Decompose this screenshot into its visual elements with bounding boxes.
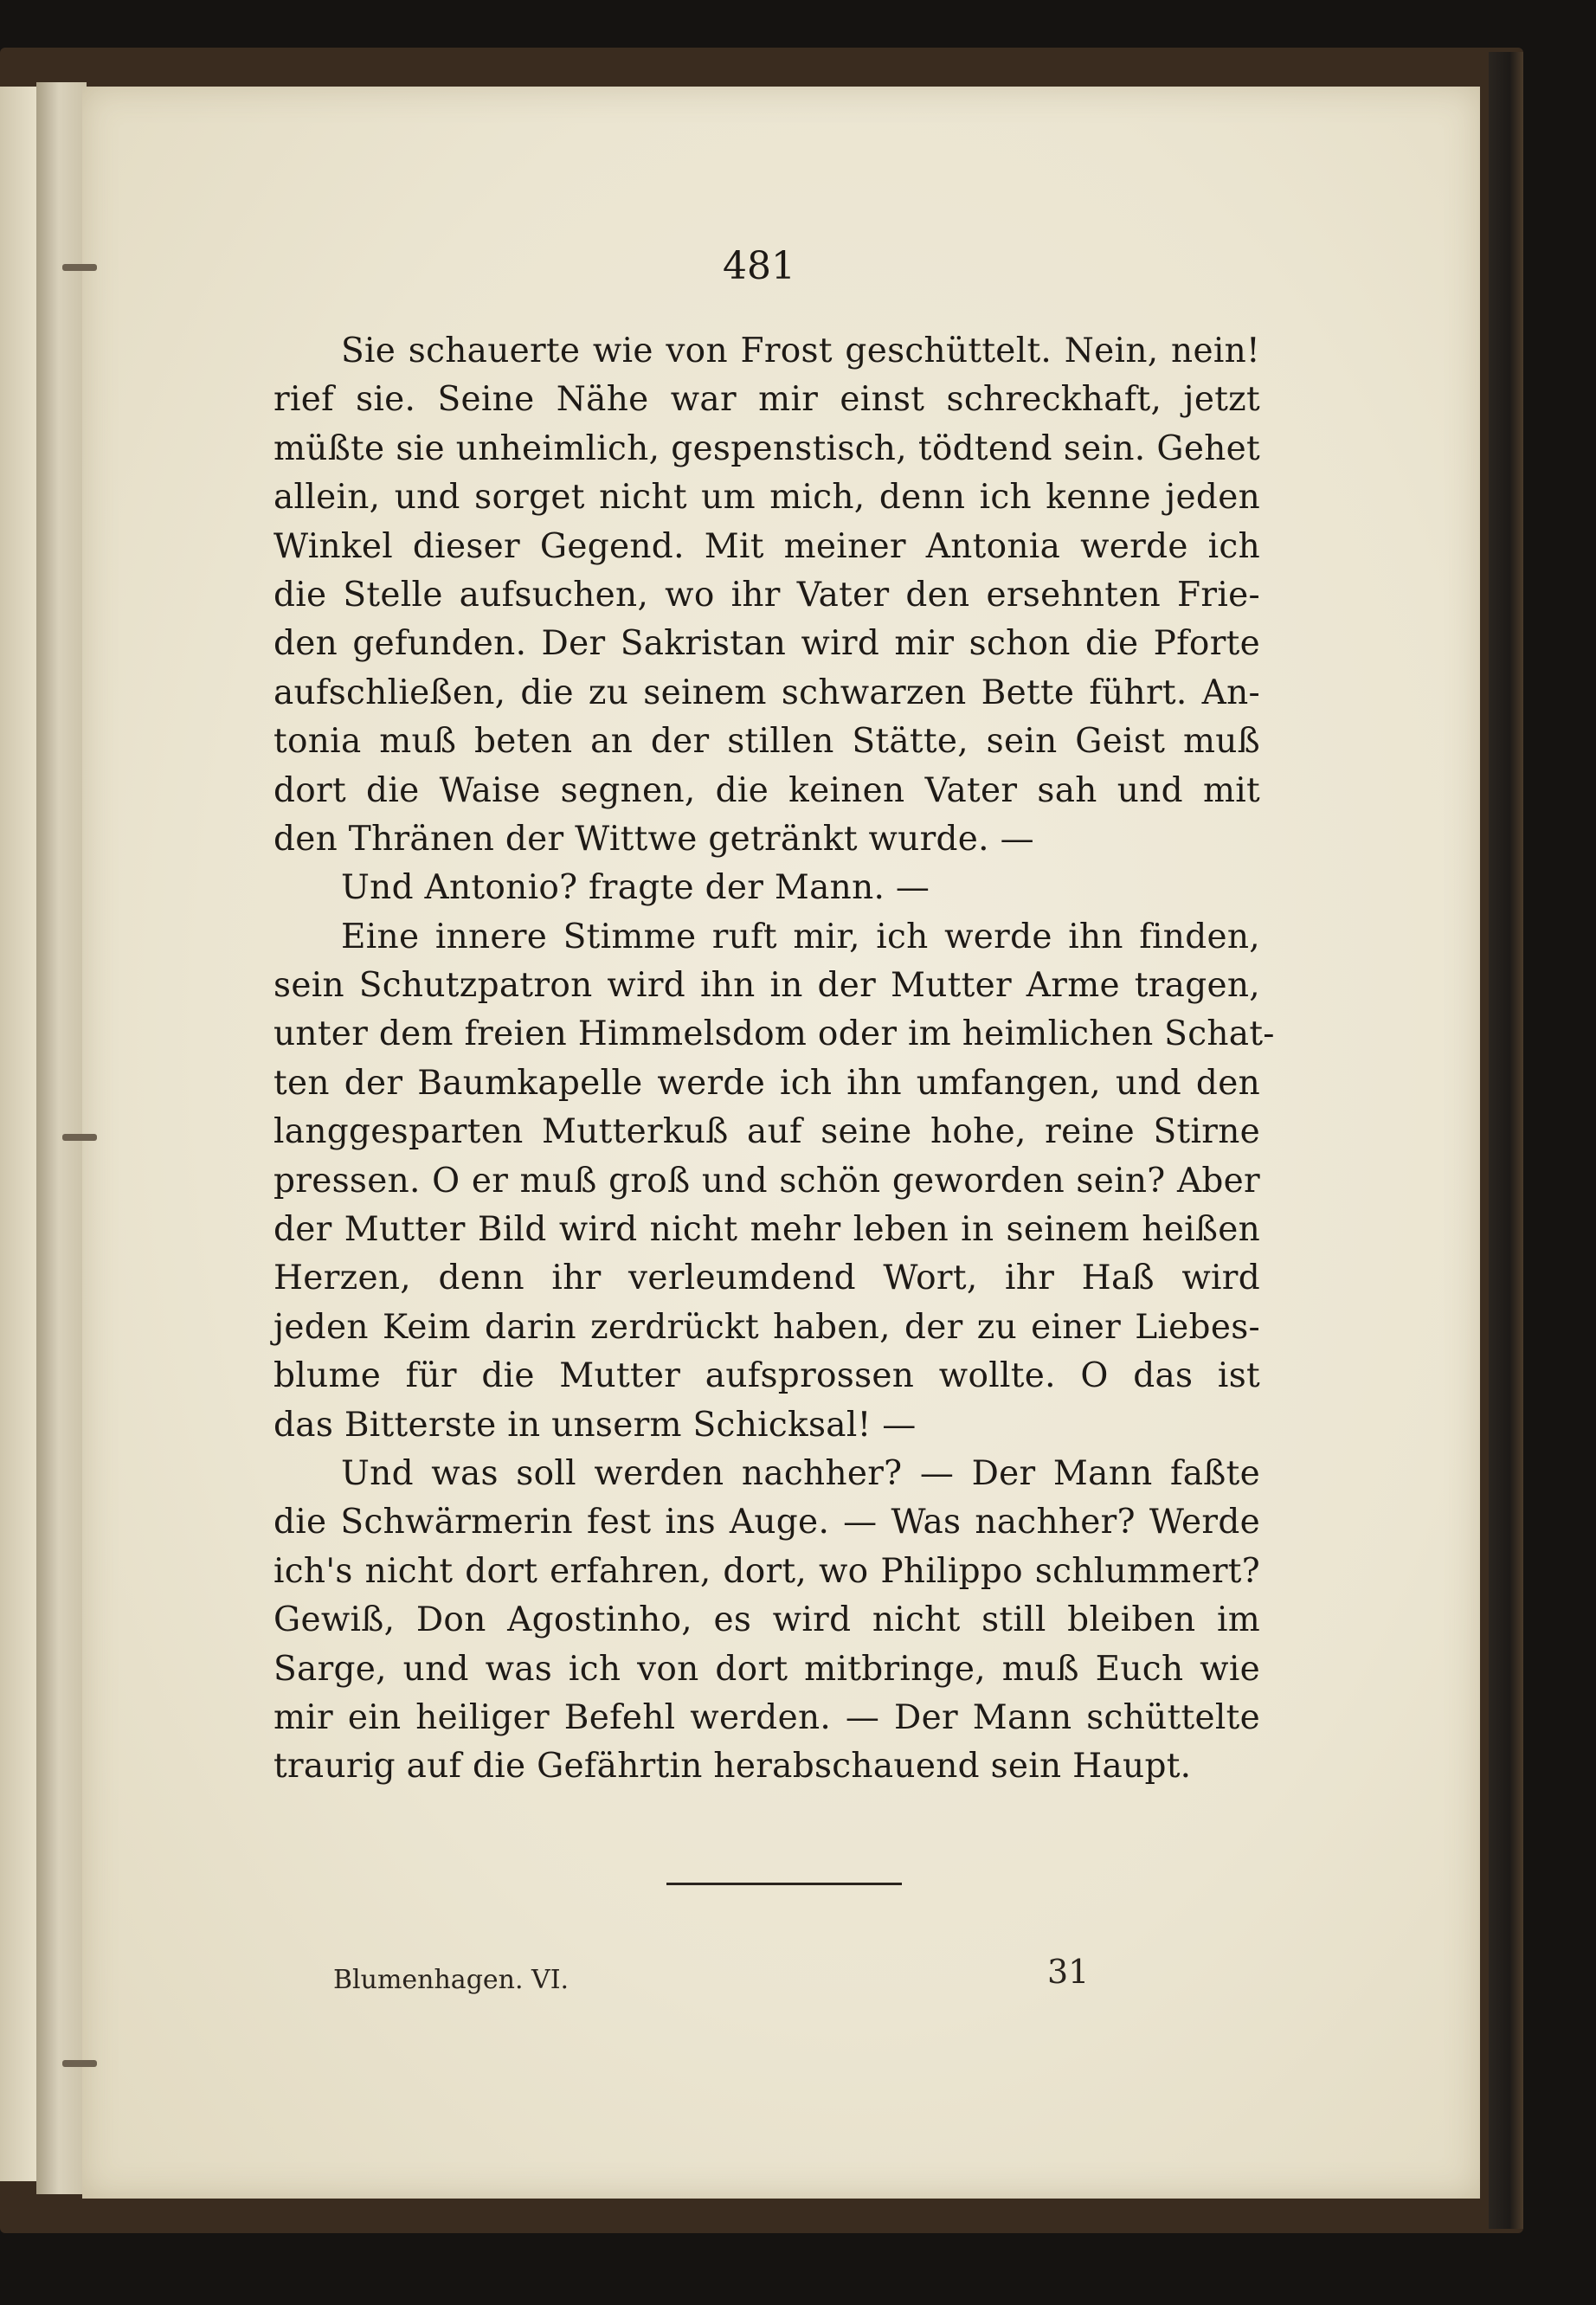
text-line: blume für die Mutter aufsprossen wollte. O das ist bbox=[274, 1356, 1260, 1396]
binding-stitch bbox=[62, 1134, 97, 1141]
printer-signature: Blumenhagen. VI. bbox=[333, 1965, 570, 1995]
text-line: allein, und sorget nicht um mich, denn ich kenne jeden bbox=[274, 478, 1260, 518]
sheet-number: 31 bbox=[1047, 1953, 1090, 1991]
binding-stitch bbox=[62, 2060, 97, 2067]
text-line: Eine innere Stimme ruft mir, ich werde ihn finden, bbox=[341, 917, 1260, 956]
text-line: traurig auf die Gefährtin herabschauend sein Haupt. bbox=[274, 1747, 1192, 1787]
text-line: ten der Baumkapelle werde ich ihn umfangen, und den bbox=[274, 1063, 1260, 1103]
text-line: Und was soll werden nachher? — Der Mann faßte bbox=[341, 1453, 1260, 1493]
text-line: den Thränen der Wittwe getränkt wurde. — bbox=[274, 819, 1034, 859]
page-number: 481 bbox=[723, 244, 795, 288]
body-text bbox=[274, 327, 1275, 1792]
text-line: Winkel dieser Gegend. Mit meiner Antonia werde ich bbox=[274, 526, 1260, 566]
footer-rule bbox=[666, 1883, 902, 1885]
text-line: den gefunden. Der Sakristan wird mir schon die Pforte bbox=[274, 624, 1260, 664]
text-line: das Bitterste in unserm Schicksal! — bbox=[274, 1405, 917, 1445]
book-board-edge bbox=[1489, 52, 1523, 2229]
previous-page-edge bbox=[0, 87, 36, 2181]
text-line: die Schwärmerin fest ins Auge. — Was nachher? Werde bbox=[274, 1503, 1260, 1542]
text-line: tonia muß beten an der stillen Stätte, sein Geist muß bbox=[274, 722, 1260, 762]
binding-stitch bbox=[62, 264, 97, 271]
text-line: aufschließen, die zu seinem schwarzen Bette führt. An- bbox=[274, 673, 1260, 712]
text-line: Sarge, und was ich von dort mitbringe, muß Euch wie bbox=[274, 1649, 1260, 1689]
text-line: ich's nicht dort erfahren, dort, wo Philippo schlummert? bbox=[274, 1551, 1260, 1591]
text-line: langgesparten Mutterkuß auf seine hohe, reine Stirne bbox=[274, 1112, 1260, 1152]
text-line: pressen. O er muß groß und schön geworden sein? Aber bbox=[274, 1161, 1260, 1201]
text-line: jeden Keim darin zerdrückt haben, der zu einer Liebes- bbox=[274, 1307, 1260, 1347]
text-line: müßte sie unheimlich, gespenstisch, tödtend sein. Gehet bbox=[274, 428, 1260, 468]
text-line: Und Antonio? fragte der Mann. — bbox=[341, 868, 930, 908]
text-line: dort die Waise segnen, die keinen Vater sah und mit bbox=[274, 770, 1260, 810]
text-line: Herzen, denn ihr verleumdend Wort, ihr Haß wird bbox=[274, 1259, 1260, 1298]
text-line: unter dem freien Himmelsdom oder im heimlichen Schat- bbox=[274, 1014, 1275, 1054]
text-line: Sie schauerte wie von Frost geschüttelt. Nein, nein! bbox=[341, 332, 1260, 370]
text-line: rief sie. Seine Nähe war mir einst schreckhaft, jetzt bbox=[274, 380, 1260, 420]
text-line: sein Schutzpatron wird ihn in der Mutter Arme tragen, bbox=[274, 966, 1260, 1006]
text-line: der Mutter Bild wird nicht mehr leben in seinem heißen bbox=[274, 1210, 1260, 1250]
text-line: die Stelle aufsuchen, wo ihr Vater den ersehnten Frie- bbox=[274, 575, 1260, 615]
text-line: mir ein heiliger Befehl werden. — Der Mann schüttelte bbox=[274, 1697, 1260, 1737]
text-line: Gewiß, Don Agostinho, es wird nicht still bleiben im bbox=[274, 1600, 1260, 1640]
